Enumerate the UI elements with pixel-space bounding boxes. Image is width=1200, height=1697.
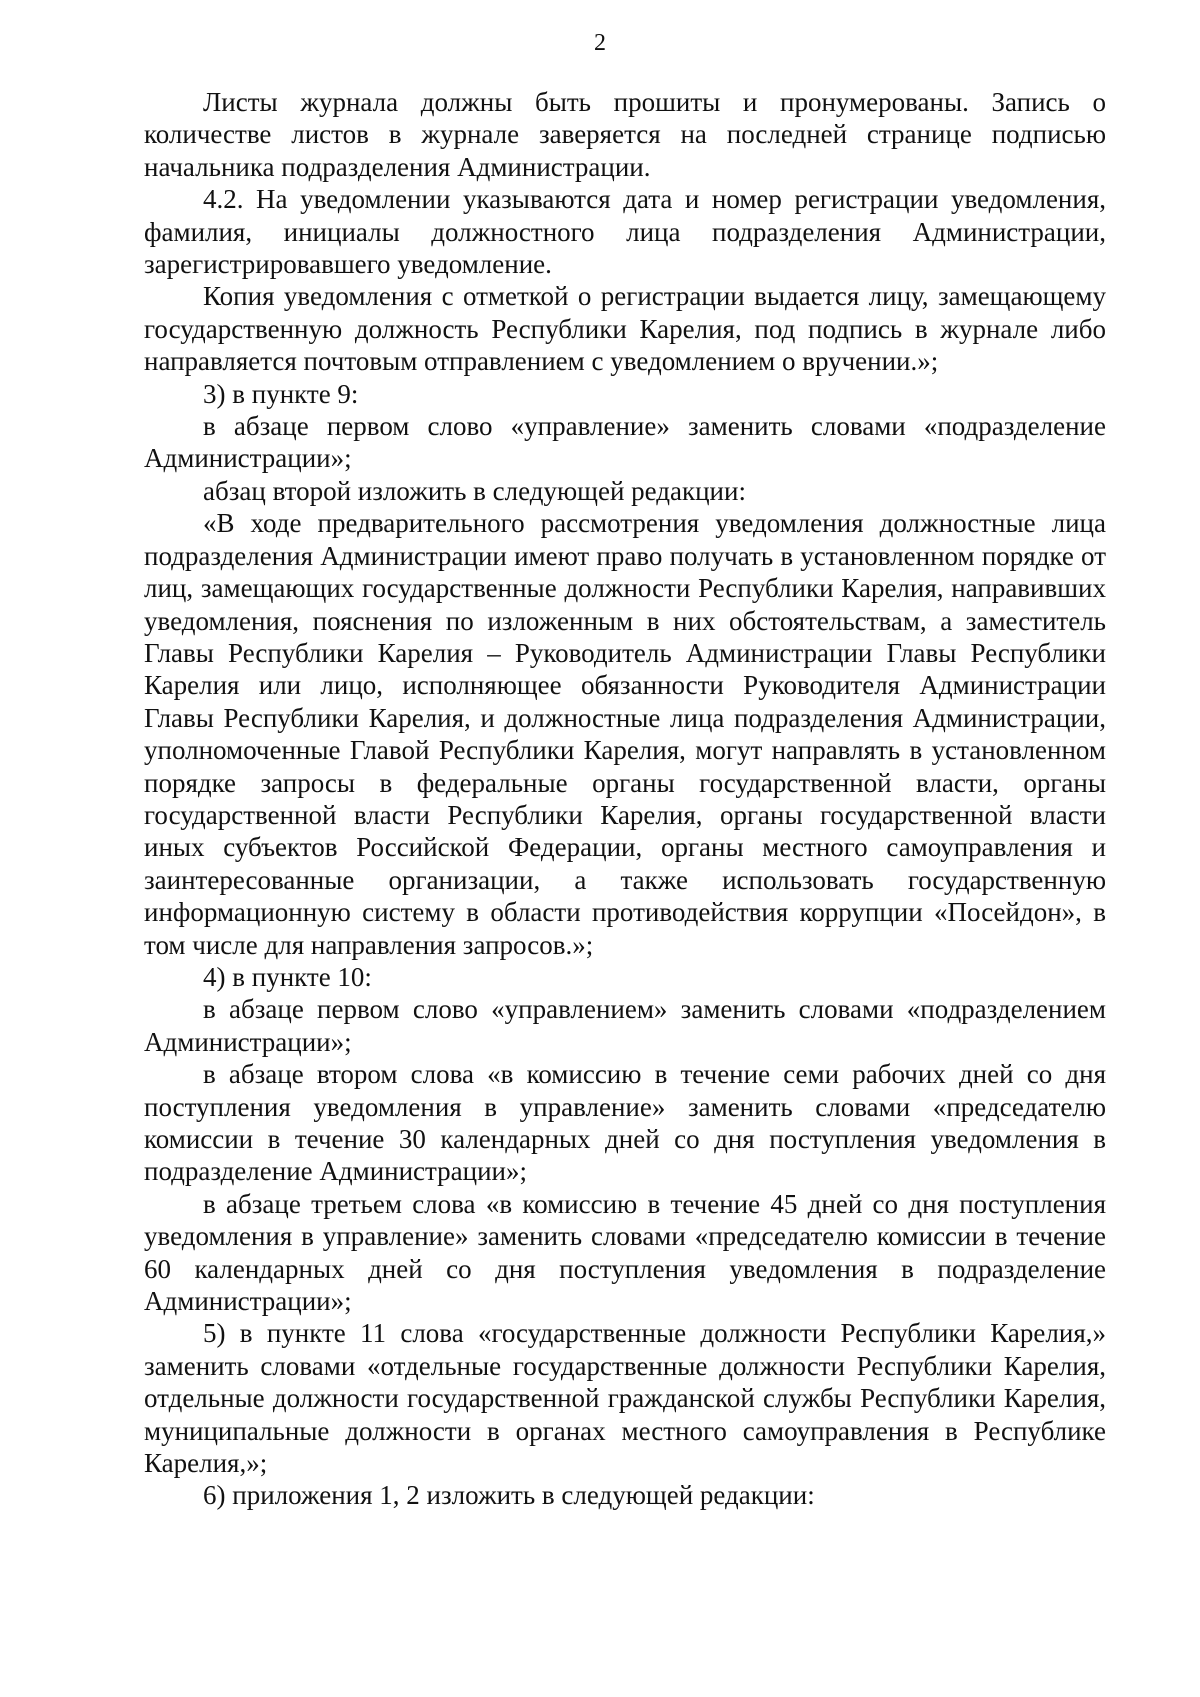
paragraph-item-6-appendices: 6) приложения 1, 2 изложить в следующей редакции: — [203, 1480, 815, 1511]
paragraph-item-5-point-11: 5) в пункте 11 слова «государственные должности Республики Карелия,» заменить словами «отдельные государственные должности Республики Карелия, отдельные должности государственной гражданской службы Республики Карелия, муниципальные должности в органах местного самоуправления в Республике Карелия,»; — [144, 1318, 1106, 1479]
paragraph-point-9-second-abzac: абзац второй изложить в следующей редакции: — [203, 475, 746, 506]
paragraph-4-2-registration: 4.2. На уведомлении указываются дата и номер регистрации уведомления, фамилия, инициалы должностного лица подразделения Администрации, зарегистрировавшего уведомление. — [144, 184, 1106, 280]
paragraph-notice-copy: Копия уведомления с отметкой о регистрации выдается лицу, замещающему государственную должность Республики Карелия, под подпись в журнале либо направляется почтовым отправлением с уведомлением о вручении.»; — [144, 281, 1106, 377]
page-number: 2 — [594, 30, 606, 56]
paragraph-point-10-first-abzac: в абзаце первом слово «управлением» заменить словами «подразделением Администрации»; — [144, 994, 1106, 1057]
paragraph-item-3-point-9: 3) в пункте 9: — [203, 378, 359, 409]
paragraph-point-9-first-abzac: в абзаце первом слово «управление» заменить словами «подразделение Администрации»; — [144, 411, 1106, 474]
paragraph-point-10-third-abzac: в абзаце третьем слова «в комиссию в течение 45 дней со дня поступления уведомления в управление» заменить словами «председателю комиссии в течение 60 календарных дней со дня поступления уведомления в подразделение Администрации»; — [144, 1188, 1106, 1317]
document-body — [144, 86, 1106, 1512]
paragraph-journal-sheets: Листы журнала должны быть прошиты и пронумерованы. Запись о количестве листов в журнале заверяется на последней странице подписью начальника подразделения Администрации. — [144, 87, 1106, 182]
paragraph-point-10-second-abzac: в абзаце втором слова «в комиссию в течение семи рабочих дней со дня поступления уведомления в управление» заменить словами «председателю комиссии в течение 30 календарных дней со дня поступления уведомления в подразделение Администрации»; — [144, 1059, 1106, 1187]
paragraph-item-4-point-10: 4) в пункте 10: — [203, 961, 372, 992]
paragraph-preliminary-review: «В ходе предварительного рассмотрения уведомления должностные лица подразделения Администрации имеют право получать в установленном порядке от лиц, замещающих государственные должности Республики Карелия, направивших уведомления, пояснения по изложенным в них обстоятельствам, а заместитель Главы Республики Карелия – Руководитель Администрации Главы Республики Карелия или лицо, исполняющее обязанности Руководителя Администрации Главы Республики Карелия, и должностные лица подразделения Администрации, уполномоченные Главой Республики Карелия, могут направлять в установленном порядке запросы в федеральные органы государственной власти, органы государственной власти Республики Карелия, органы государственной власти иных субъектов Российской Федерации, органы местного самоуправления и заинтересованные организации, а также использовать государственную информационную систему в области противодействия коррупции «Посейдон», в том числе для направления запросов.»; — [144, 508, 1106, 960]
